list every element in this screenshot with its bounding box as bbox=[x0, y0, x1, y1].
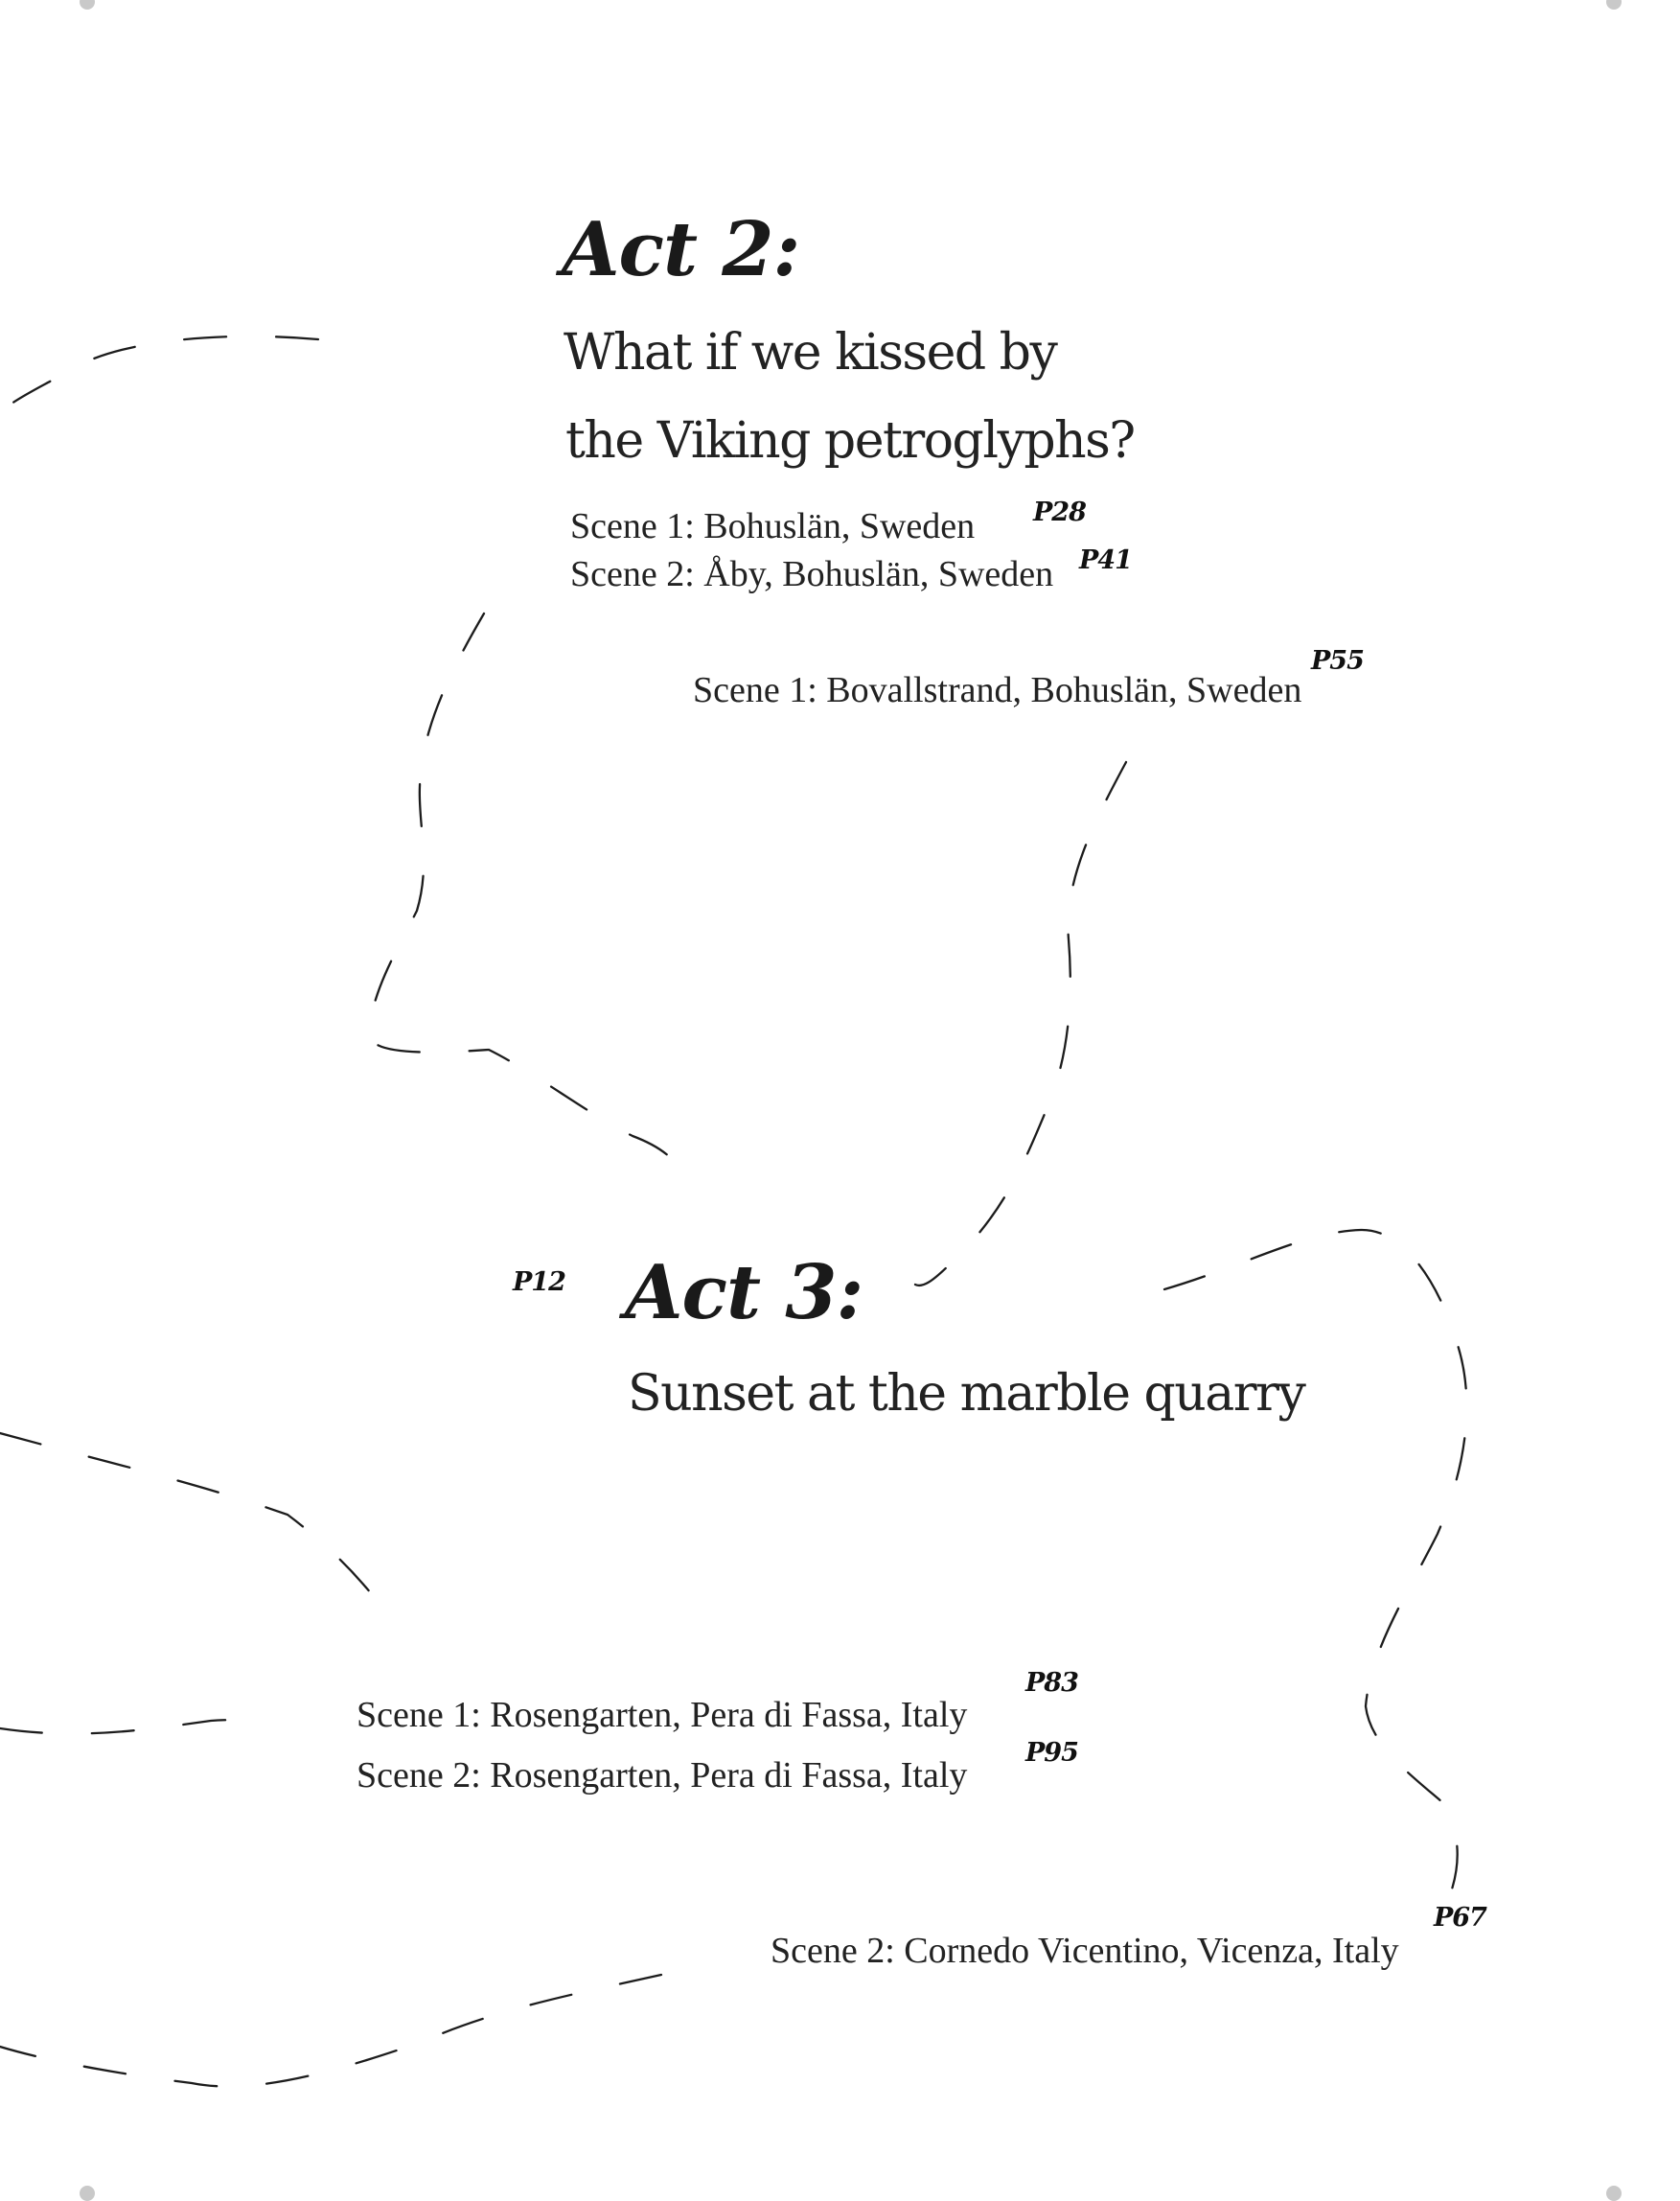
corner-dot-bottom-left bbox=[80, 2186, 95, 2201]
act-3-title-page: P12 bbox=[513, 1267, 565, 1297]
act-2-subtitle-line-2: the Viking petroglyphs? bbox=[565, 412, 1135, 470]
dashed-route-3 bbox=[915, 762, 1126, 1286]
act-2-scene-3-page: P55 bbox=[1311, 646, 1364, 676]
act-2-scene-1-label: Scene 1: Bohuslän, Sweden bbox=[570, 506, 976, 546]
act-3-subtitle: Sunset at the marble quarry bbox=[628, 1365, 1305, 1423]
act-2-scene-3-label: Scene 1: Bovallstrand, Bohuslän, Sweden bbox=[693, 670, 1302, 710]
dashed-route-2 bbox=[369, 614, 685, 1189]
act-3-scene-3-page: P67 bbox=[1434, 1903, 1486, 1933]
act-3-scene-1-label: Scene 1: Rosengarten, Pera di Fassa, Italy bbox=[357, 1695, 968, 1735]
act-2-scene-1-page: P28 bbox=[1033, 498, 1086, 527]
act-3-title: Act 3: bbox=[625, 1249, 863, 1336]
act-2-subtitle-line-1: What if we kissed by bbox=[564, 324, 1057, 382]
corner-dot-bottom-right bbox=[1606, 2186, 1622, 2201]
act-2-scene-2-label: Scene 2: Åby, Bohuslän, Sweden bbox=[570, 554, 1054, 594]
act-3-scene-2-page: P95 bbox=[1025, 1738, 1078, 1768]
act-3-scene-2-label: Scene 2: Rosengarten, Pera di Fassa, Italy bbox=[357, 1755, 968, 1796]
dashed-route-7 bbox=[0, 1975, 661, 2086]
act-3-scene-1-page: P83 bbox=[1025, 1668, 1078, 1698]
act-2-title: Act 2: bbox=[562, 206, 800, 293]
dashed-route-6 bbox=[0, 1720, 261, 1735]
dashed-route-4 bbox=[1164, 1230, 1466, 1903]
act-3-scene-3-label: Scene 2: Cornedo Vicentino, Vicenza, Italy bbox=[771, 1931, 1399, 1971]
dashed-route-5 bbox=[0, 1433, 379, 1603]
dashed-route-1 bbox=[0, 336, 318, 422]
act-2-scene-2-page: P41 bbox=[1079, 545, 1132, 575]
